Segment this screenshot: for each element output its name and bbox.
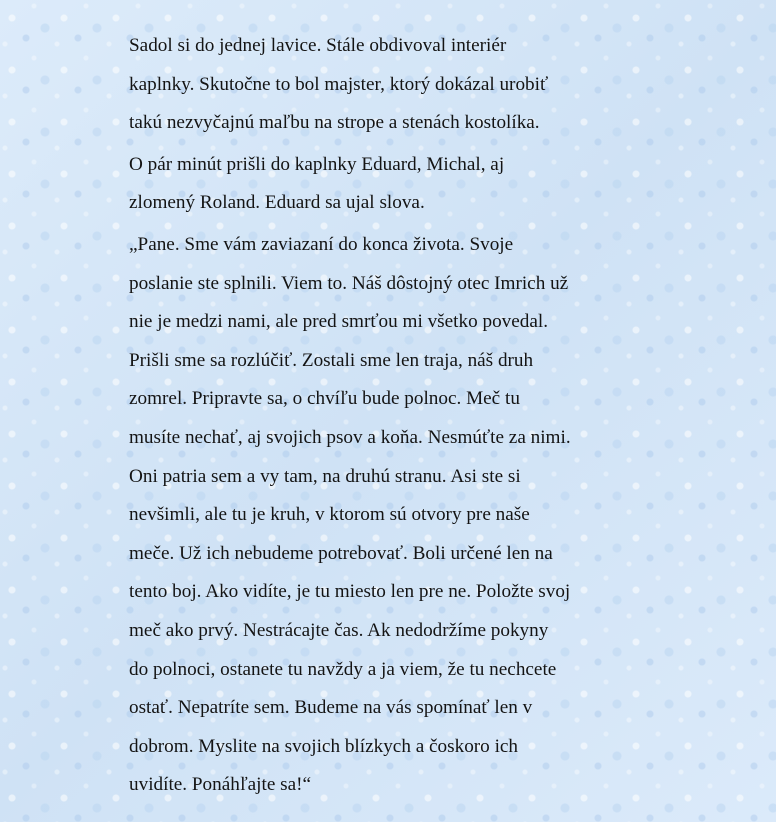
text-line: do polnoci, ostanete tu navždy a ja viem, že tu nechcete bbox=[129, 658, 557, 680]
text-line: takú nezvyčajnú maľbu na strope a stenách kostolíka. bbox=[129, 112, 540, 134]
paragraph-2 bbox=[129, 146, 659, 223]
text-line: Sadol si do jednej lavice. Stále obdivoval interiér bbox=[129, 35, 507, 56]
text-line: meče. Už ich nebudeme potrebovať. Boli určené len na bbox=[129, 542, 553, 564]
text-line: O pár minút prišli do kaplnky Eduard, Michal, aj bbox=[129, 153, 505, 175]
paragraph-3 bbox=[129, 226, 659, 805]
text-line: meč ako prvý. Nestrácajte čas. Ak nedodržíme pokyny bbox=[129, 619, 549, 641]
text-line: zomrel. Pripravte sa, o chvíľu bude polnoc. Meč tu bbox=[129, 388, 520, 410]
text-line: nevšimli, ale tu je kruh, v ktorom sú otvory pre naše bbox=[129, 504, 530, 526]
text-line: musíte nechať, aj svojich psov a koňa. Nesmúťte za nimi. bbox=[129, 426, 571, 448]
text-line: uvidíte. Ponáhľajte sa!“ bbox=[129, 774, 312, 796]
text-line: poslanie ste splnili. Viem to. Náš dôstojný otec Imrich už bbox=[129, 272, 569, 294]
text-line: nie je medzi nami, ale pred smrťou mi všetko povedal. bbox=[129, 311, 549, 333]
text-line: dobrom. Myslite na svojich blízkych a čoskoro ich bbox=[129, 735, 519, 757]
text-line: Prišli sme sa rozlúčiť. Zostali sme len traja, náš druh bbox=[129, 349, 534, 371]
text-line: ostať. Nepatríte sem. Budeme na vás spomínať len v bbox=[129, 697, 533, 719]
document-body bbox=[129, 27, 659, 808]
text-line: kaplnky. Skutočne to bol majster, ktorý dokázal urobiť bbox=[129, 73, 549, 95]
text-line: Oni patria sem a vy tam, na druhú stranu. Asi ste si bbox=[129, 465, 521, 487]
text-line: „Pane. Sme vám zaviazaní do konca života. Svoje bbox=[129, 233, 514, 255]
text-line: tento boj. Ako vidíte, je tu miesto len pre ne. Položte svoj bbox=[129, 581, 571, 603]
text-line: zlomený Roland. Eduard sa ujal slova. bbox=[129, 192, 425, 214]
paragraph-1 bbox=[129, 27, 659, 143]
